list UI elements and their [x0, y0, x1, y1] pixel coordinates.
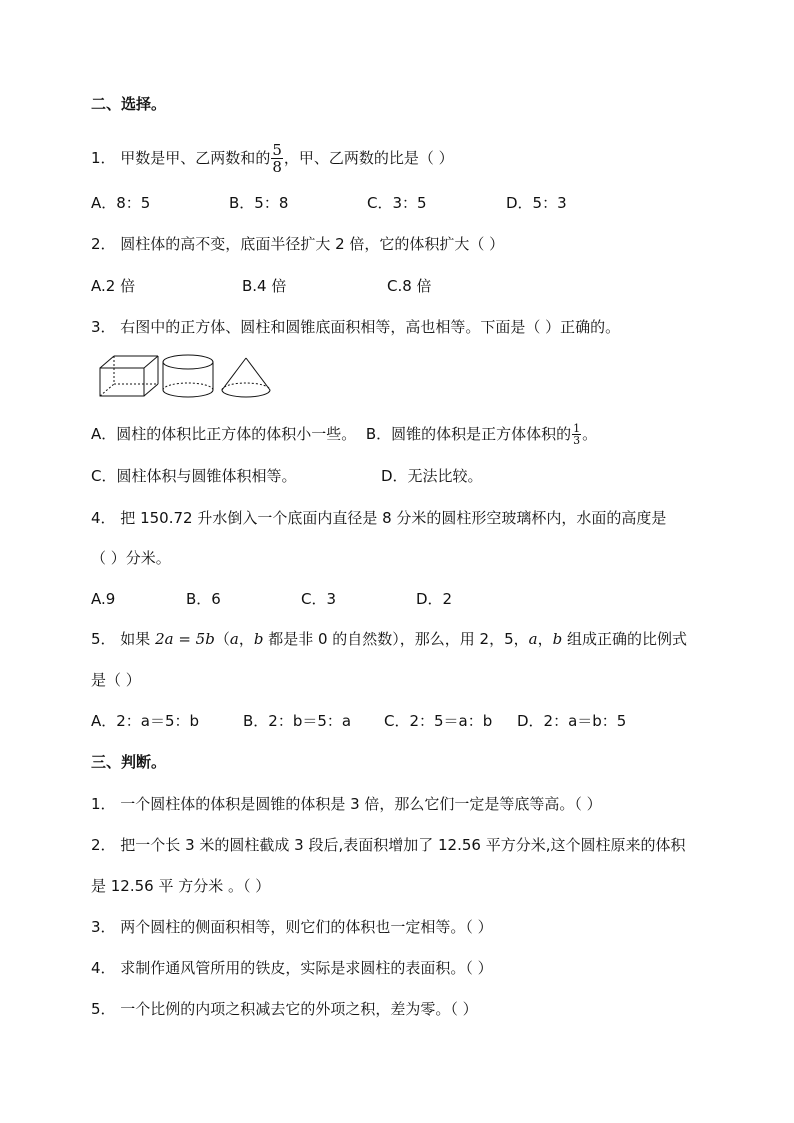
q3-option-b-prefix: B．圆锥的体积是正方体体积的	[365, 425, 572, 443]
q1-option-d: D．5：3	[506, 194, 567, 212]
q1-option-c: C．3：5	[367, 194, 427, 212]
q5-prefix: 5． 如果	[91, 630, 156, 648]
section-heading-judge: 三、判断。	[91, 753, 167, 771]
q3-option-b-suffix: 。	[582, 425, 598, 443]
fraction-5-8	[271, 142, 283, 175]
question-5-line-1	[91, 629, 687, 649]
q5-option-a: A．2：a＝5：b	[91, 712, 200, 730]
q2-option-c: C.8 倍	[387, 277, 432, 295]
fraction-numerator: 1	[573, 422, 581, 435]
q5-option-d: D．2：a＝b：5	[517, 712, 627, 730]
cube-cylinder-cone-figure	[98, 352, 278, 400]
question-4-line-2: （ ）分米。	[91, 549, 171, 567]
q5-rest: 都是非 0 的自然数），那么，用 2，5，	[263, 630, 529, 648]
question-1	[91, 142, 454, 175]
q4-option-a: A.9	[91, 590, 116, 608]
q5-comma-2: ，	[537, 630, 553, 648]
q5-rest-2: 组成正确的比例式	[562, 630, 688, 648]
judge-item-2-line-2: 是 12.56 平 方分米 。（ ）	[91, 877, 271, 895]
q2-option-a: A.2 倍	[91, 277, 136, 295]
q5-var-b-2: b	[552, 630, 563, 648]
question-4-line-1: 4． 把 150.72 升水倒入一个底面内直径是 8 分米的圆柱形空玻璃杯内，水面的高度是	[91, 509, 667, 527]
fraction-denominator: 3	[573, 434, 581, 447]
q5-equation: 2a = 5b	[155, 630, 215, 648]
judge-item-5: 5． 一个比例的内项之积减去它的外项之积，差为零。（ ）	[91, 1000, 478, 1018]
q5-comma: ，	[238, 630, 254, 648]
question-2: 2． 圆柱体的高不变，底面半径扩大 2 倍，它的体积扩大（ ）	[91, 235, 505, 253]
q5-option-c: C．2：5＝a：b	[384, 712, 493, 730]
question-5-line-2: 是（ ）	[91, 671, 141, 689]
q5-paren: （	[214, 630, 230, 648]
q3-option-a: A．圆柱的体积比正方体的体积小一些。	[91, 425, 357, 443]
question-1-prefix: 1． 甲数是甲、乙两数和的	[91, 149, 271, 167]
fraction-1-3	[572, 423, 581, 446]
q5-option-b: B．2：b＝5：a	[243, 712, 352, 730]
fraction-numerator: 5	[272, 141, 282, 159]
q4-option-d: D．2	[416, 590, 453, 608]
fraction-denominator: 8	[272, 158, 282, 176]
q3-option-d: D．无法比较。	[381, 467, 483, 485]
cone-shape	[222, 358, 270, 397]
question-1-suffix: ，甲、乙两数的比是（ ）	[283, 149, 454, 167]
cylinder-shape	[163, 355, 213, 397]
judge-item-2-line-1: 2． 把一个长 3 米的圆柱截成 3 段后,表面积增加了 12.56 平方分米,这个圆柱原来的体积	[91, 836, 686, 854]
q4-option-c: C．3	[301, 590, 337, 608]
q1-option-b: B．5：8	[229, 194, 289, 212]
q5-var-a: a	[229, 630, 239, 648]
question-3: 3． 右图中的正方体、圆柱和圆锥底面积相等，高也相等。下面是（ ）正确的。	[91, 318, 621, 336]
judge-item-4: 4． 求制作通风管所用的铁皮，实际是求圆柱的表面积。（ ）	[91, 959, 493, 977]
q5-var-a-2: a	[528, 630, 538, 648]
judge-item-3: 3． 两个圆柱的侧面积相等，则它们的体积也一定相等。（ ）	[91, 918, 493, 936]
q4-option-b: B．6	[186, 590, 221, 608]
q1-option-a: A．8：5	[91, 194, 151, 212]
q3-option-c: C．圆柱体积与圆锥体积相等。	[91, 467, 297, 485]
section-heading-choice: 二、选择。	[91, 95, 167, 113]
q5-var-b: b	[253, 630, 264, 648]
judge-item-1: 1． 一个圆柱体的体积是圆锥的体积是 3 倍，那么它们一定是等底等高。（ ）	[91, 795, 602, 813]
cube-shape	[100, 356, 158, 396]
q2-option-b: B.4 倍	[242, 277, 287, 295]
q3-options-row-1	[91, 423, 597, 446]
